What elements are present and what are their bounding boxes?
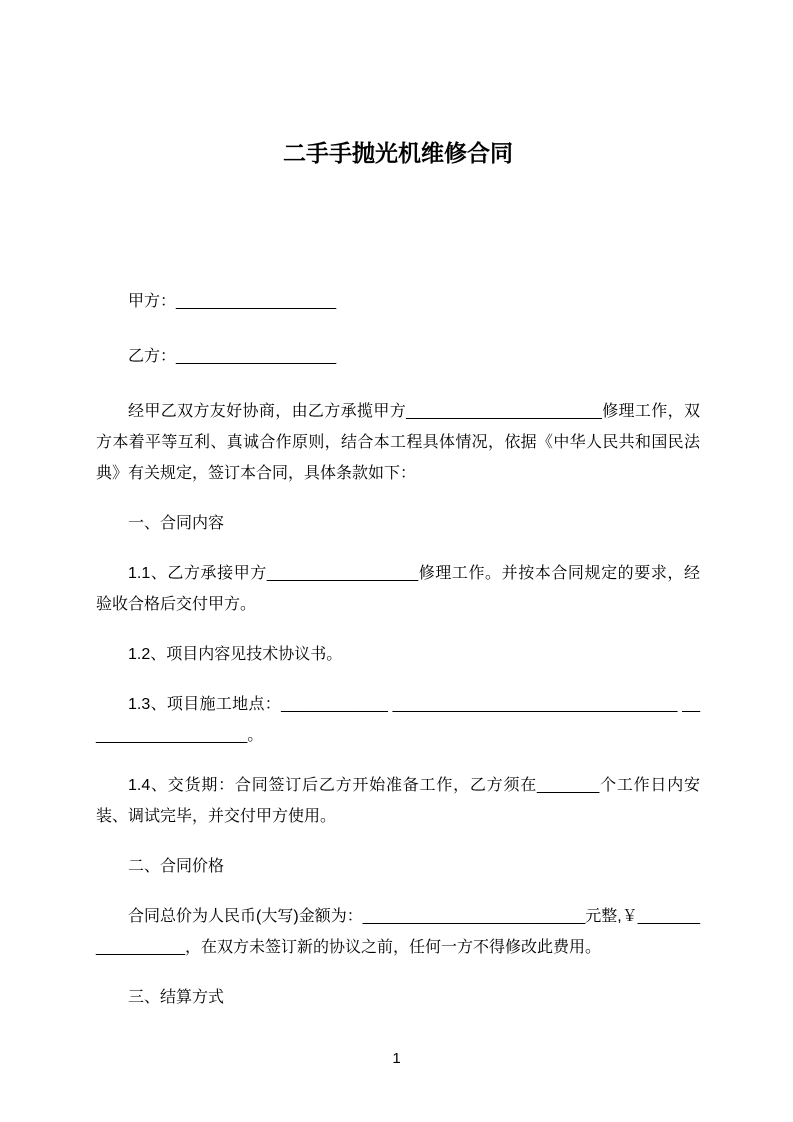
page-number: 1 xyxy=(392,1050,401,1067)
section-2-heading: 二、合同价格 xyxy=(128,858,225,875)
document-title xyxy=(96,138,700,168)
clause-2-1: 合同总价为人民币(大写)金额为：_________________________元整,￥_________________，在双方未签订新的协议之前，任何一方不得修改此费用。 xyxy=(96,908,700,956)
document-title-text: 二手手抛光机维修合同 xyxy=(283,140,513,166)
preamble-paragraph: 经甲乙双方友好协商，由乙方承揽甲方______________________修理工作，双方本着平等互利、真诚合作原则，结合本工程具体情况，依据《中华人民共和国民法典》有关规定，签订本合同，具体条款如下： xyxy=(96,403,700,482)
party-b-line: 乙方：__________________ xyxy=(128,348,337,365)
clause-1-3: 1.3、项目施工地点：____________ ________________________________ ___________________。 xyxy=(96,696,700,744)
clause-1-1: 1.1、乙方承接甲方_________________修理工作。并按本合同规定的要求，经验收合格后交付甲方。 xyxy=(96,565,700,613)
section-3-heading: 三、结算方式 xyxy=(128,989,225,1006)
section-1-heading: 一、合同内容 xyxy=(128,515,225,532)
clause-1-2: 1.2、项目内容见技术协议书。 xyxy=(128,646,343,663)
party-a-line: 甲方：__________________ xyxy=(128,293,337,310)
clause-1-4: 1.4、交货期：合同签订后乙方开始准备工作，乙方须在_______个工作日内安装、调试完毕，并交付甲方使用。 xyxy=(96,777,700,825)
